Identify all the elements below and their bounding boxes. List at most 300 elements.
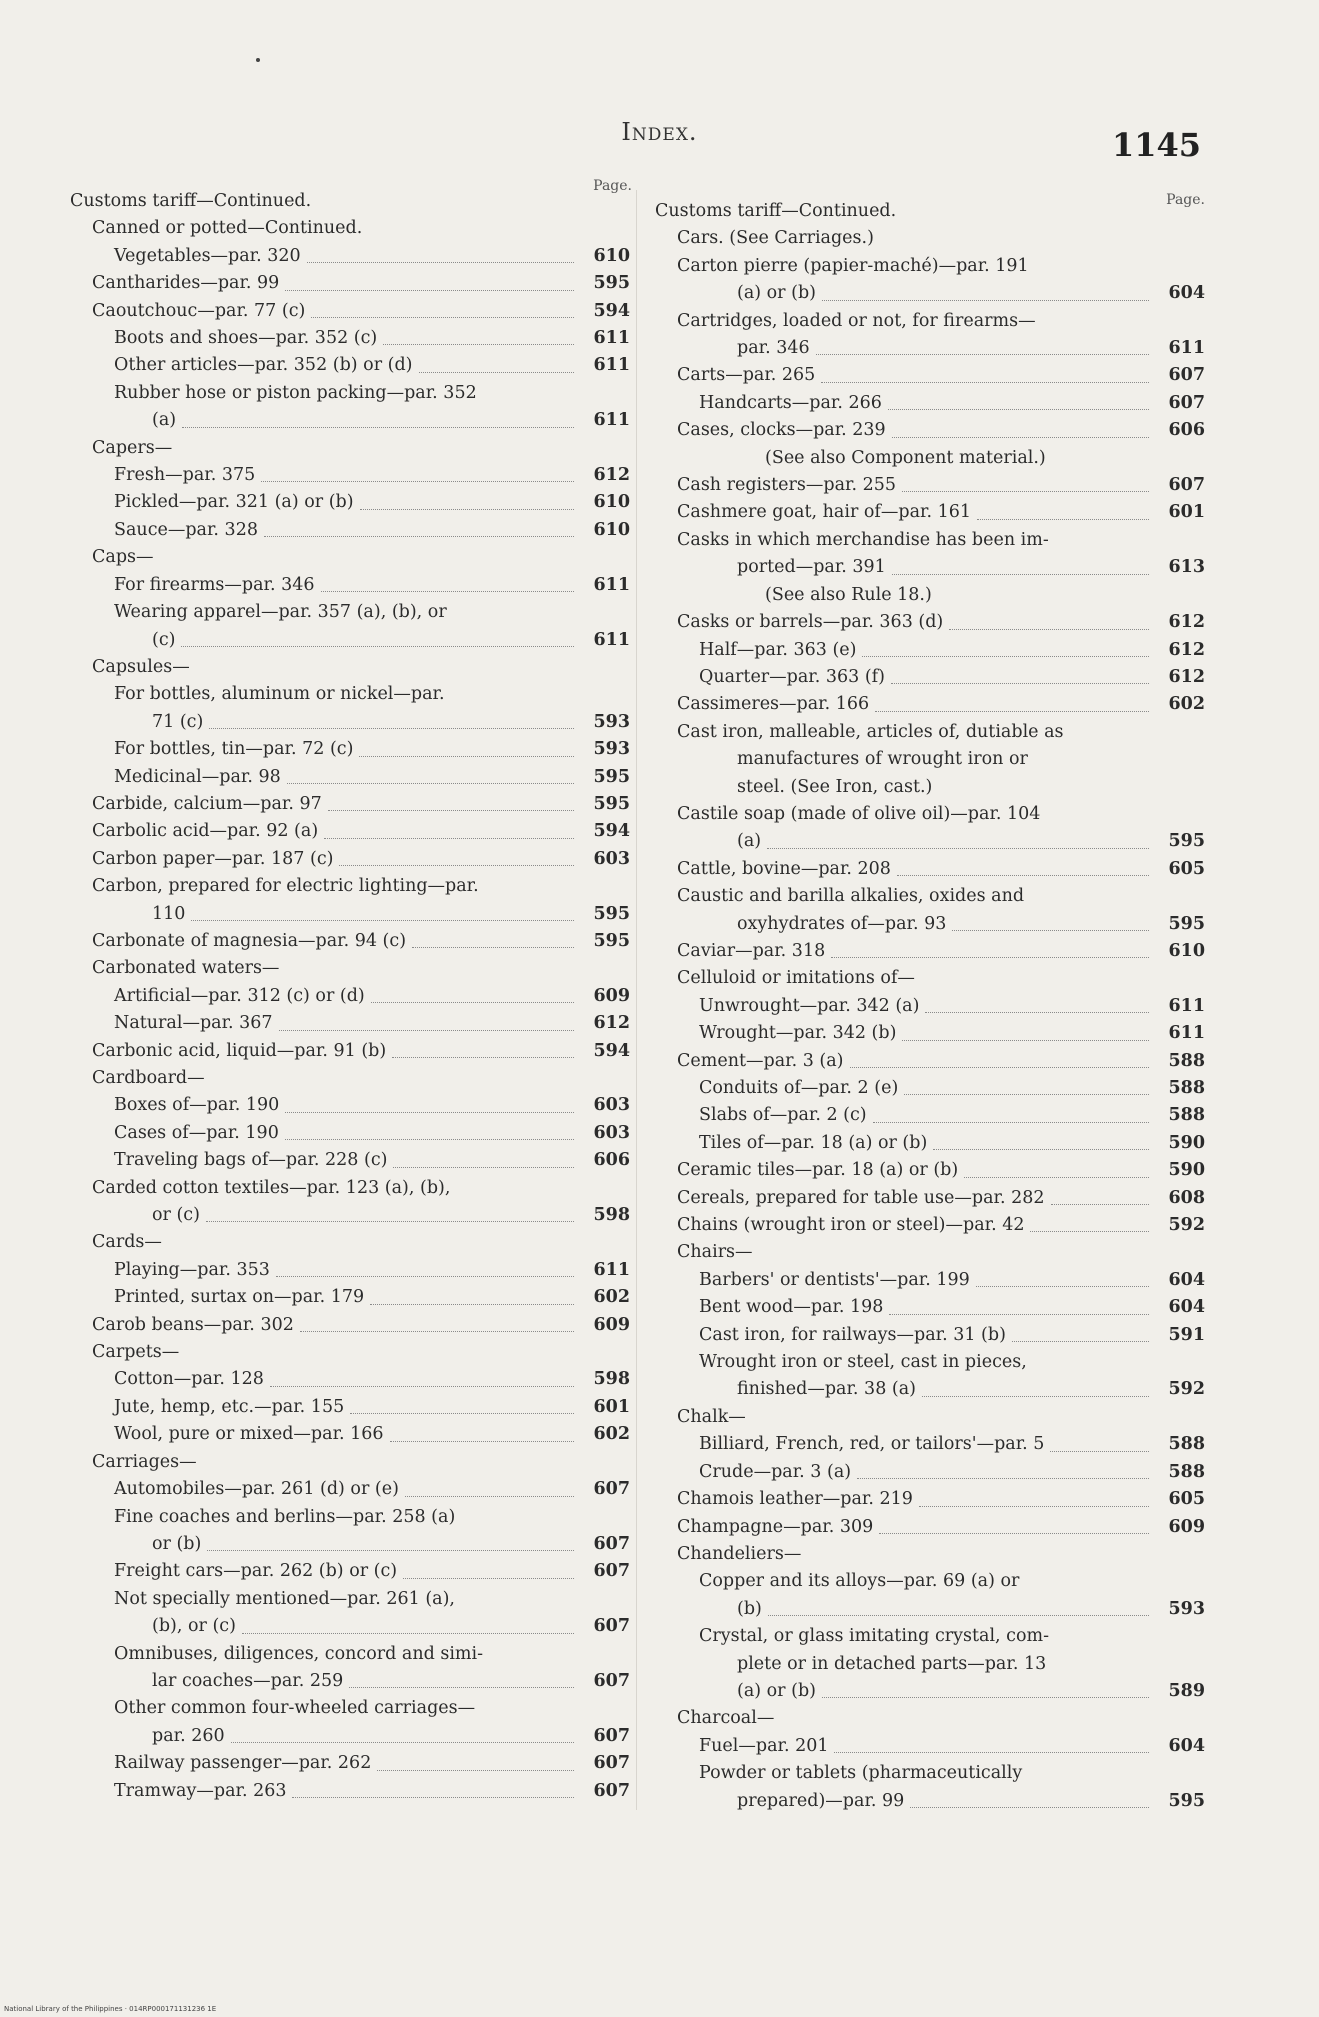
index-entry — [655, 1020, 1205, 1047]
index-entry-page: 605 — [1168, 1489, 1205, 1510]
index-entry-page: 605 — [1168, 858, 1205, 879]
index-entry-text: Cars. (See Carriages.) — [677, 228, 874, 249]
index-entry-page: 612 — [1168, 639, 1205, 660]
index-entry — [70, 1641, 630, 1668]
page-header — [0, 0, 1319, 170]
index-entry — [70, 270, 630, 297]
index-column-right — [655, 192, 1205, 1815]
index-entry-text: Wrought—par. 342 (b) — [699, 1023, 897, 1044]
index-entry-page: 607 — [593, 1479, 630, 1500]
index-entry — [655, 1568, 1205, 1595]
index-entry — [70, 572, 630, 599]
dot-leader — [1050, 1451, 1149, 1452]
index-entry-text: Quarter—par. 363 (f) — [699, 666, 885, 687]
index-entry-page: 604 — [1168, 1735, 1205, 1756]
index-entry-page: 612 — [593, 1013, 630, 1034]
index-entry-text: For bottles, tin—par. 72 (c) — [114, 739, 354, 760]
index-entry — [655, 280, 1205, 307]
index-entry-text: Carob beans—par. 302 — [92, 1314, 294, 1335]
index-entry — [655, 856, 1205, 883]
index-entry-text: Carpets— — [92, 1342, 180, 1363]
dot-leader — [922, 1396, 1149, 1397]
index-entry — [70, 846, 630, 873]
index-entry-text: Fine coaches and berlins—par. 258 (a) — [114, 1506, 456, 1527]
page-column-label: Page. — [1166, 192, 1205, 208]
index-entry-text: Carbolic acid—par. 92 (a) — [92, 821, 319, 842]
index-entry-page: 591 — [1168, 1324, 1205, 1345]
index-entry-text: (b), or (c) — [152, 1616, 236, 1637]
index-entry-text: Chandeliers— — [677, 1543, 802, 1564]
dot-leader — [279, 1030, 574, 1031]
dot-leader — [976, 1286, 1149, 1287]
index-entry-text: oxyhydrates of—par. 93 — [737, 913, 947, 934]
dot-leader — [897, 875, 1149, 876]
index-entry-text: Chairs— — [677, 1242, 753, 1263]
index-entry-text: (a) — [152, 410, 177, 431]
index-entry-text: For firearms—par. 346 — [114, 574, 315, 595]
index-entry — [70, 1668, 630, 1695]
dot-leader — [359, 756, 574, 757]
index-entry — [655, 198, 1205, 225]
index-entry-page: 606 — [593, 1150, 630, 1171]
index-entry — [655, 801, 1205, 828]
index-entry — [655, 1733, 1205, 1760]
index-entry-page: 607 — [1168, 392, 1205, 413]
index-entry — [70, 215, 630, 242]
dot-leader — [892, 574, 1149, 575]
index-entry-text: Cantharides—par. 99 — [92, 273, 280, 294]
index-entry-text: Caviar—par. 318 — [677, 940, 826, 961]
index-entry — [70, 681, 630, 708]
dot-leader — [377, 1770, 574, 1771]
index-entry-text: par. 260 — [152, 1725, 225, 1746]
index-entry-text: Jute, hemp, etc.—par. 155 — [114, 1396, 345, 1417]
index-entry — [70, 489, 630, 516]
index-entry-page: 589 — [1168, 1680, 1205, 1701]
index-entry-page: 610 — [593, 519, 630, 540]
index-entry-page: 611 — [1168, 338, 1205, 359]
index-entry-text: Natural—par. 367 — [114, 1013, 273, 1034]
index-entry-page: 607 — [593, 1725, 630, 1746]
index-entry — [70, 1778, 630, 1805]
index-entry-text: Other common four-wheeled carriages— — [114, 1698, 476, 1719]
index-entry-text: Cash registers—par. 255 — [677, 475, 896, 496]
index-entry-page: 608 — [1168, 1187, 1205, 1208]
index-entry-text: Crude—par. 3 (a) — [699, 1461, 852, 1482]
index-entry — [70, 901, 630, 928]
dot-leader — [276, 1276, 574, 1277]
index-entry-text: Printed, surtax on—par. 179 — [114, 1287, 365, 1308]
dot-leader — [371, 1002, 574, 1003]
index-entry — [655, 1075, 1205, 1102]
index-entry-text: or (c) — [152, 1205, 200, 1226]
index-entry — [70, 1202, 630, 1229]
index-entry-text: Railway passenger—par. 262 — [114, 1753, 372, 1774]
dot-leader — [328, 810, 574, 811]
dot-leader — [822, 1697, 1149, 1698]
dot-leader — [390, 1441, 574, 1442]
index-entry-text: Capers— — [92, 437, 173, 458]
index-entry-text: Casks or barrels—par. 363 (d) — [677, 612, 944, 633]
index-entry-page: 607 — [593, 1670, 630, 1691]
index-entry-text: Cast iron, for railways—par. 31 (b) — [699, 1324, 1006, 1345]
index-entry — [70, 1065, 630, 1092]
index-entry — [70, 1421, 630, 1448]
index-entry-text: par. 346 — [737, 338, 810, 359]
index-entry — [70, 1586, 630, 1613]
index-entry-text: Cassimeres—par. 166 — [677, 694, 870, 715]
index-entry — [70, 1339, 630, 1366]
index-entry-page: 611 — [593, 410, 630, 431]
index-entry-text: Other articles—par. 352 (b) or (d) — [114, 355, 413, 376]
dot-leader — [821, 382, 1149, 383]
index-entry — [655, 965, 1205, 992]
index-entry — [655, 1130, 1205, 1157]
index-entry — [655, 691, 1205, 718]
index-entry-page: 595 — [1168, 1790, 1205, 1811]
index-entry — [655, 637, 1205, 664]
index-entry-text: steel. (See Iron, cast.) — [737, 776, 933, 797]
index-entry — [70, 435, 630, 462]
dot-leader — [287, 783, 574, 784]
dot-leader — [339, 865, 574, 866]
index-entry — [70, 1175, 630, 1202]
dot-leader — [261, 481, 574, 482]
index-entry — [70, 1366, 630, 1393]
index-entry-page: 590 — [1168, 1160, 1205, 1181]
index-entry-page: 601 — [1168, 502, 1205, 523]
index-entry-page: 595 — [593, 903, 630, 924]
index-entry-text: Traveling bags of—par. 228 (c) — [114, 1150, 388, 1171]
index-entry-text: Fuel—par. 201 — [699, 1735, 829, 1756]
index-entry — [70, 1558, 630, 1585]
index-entry — [655, 1267, 1205, 1294]
index-entry — [70, 1229, 630, 1256]
index-entry — [70, 1504, 630, 1531]
index-entry — [70, 955, 630, 982]
index-entry — [655, 1322, 1205, 1349]
dot-leader — [383, 344, 574, 345]
index-entry-text: Omnibuses, diligences, concord and simi- — [114, 1643, 484, 1664]
index-entry — [70, 1750, 630, 1777]
index-entry — [70, 1723, 630, 1750]
dot-leader — [349, 1687, 574, 1688]
index-entry-text: Playing—par. 353 — [114, 1259, 270, 1280]
index-entry-page: 607 — [593, 1561, 630, 1582]
index-entry-text: Bent wood—par. 198 — [699, 1297, 884, 1318]
index-entry — [655, 554, 1205, 581]
index-entry-text: Rubber hose or piston packing—par. 352 — [114, 382, 477, 403]
index-entry — [655, 362, 1205, 389]
index-entry-page: 609 — [1168, 1516, 1205, 1537]
dot-leader — [977, 519, 1149, 520]
index-entry — [70, 1394, 630, 1421]
index-entry-page: 607 — [593, 1616, 630, 1637]
index-entry-page: 613 — [1168, 557, 1205, 578]
index-entry — [655, 746, 1205, 773]
index-entry-text: lar coaches—par. 259 — [152, 1670, 344, 1691]
index-entry-text: Champagne—par. 309 — [677, 1516, 874, 1537]
index-entry-text: (See also Rule 18.) — [765, 584, 932, 605]
index-entry — [655, 1102, 1205, 1129]
index-entry-page: 611 — [593, 1259, 630, 1280]
dot-leader — [964, 1177, 1149, 1178]
index-entry-page: 611 — [593, 328, 630, 349]
dot-leader — [857, 1478, 1149, 1479]
index-entry — [655, 390, 1205, 417]
index-entry — [655, 664, 1205, 691]
index-entry-text: Conduits of—par. 2 (e) — [699, 1078, 899, 1098]
index-entry — [655, 1760, 1205, 1787]
index-entry — [70, 736, 630, 763]
index-entry — [70, 873, 630, 900]
index-entry-text: Cattle, bovine—par. 208 — [677, 858, 891, 879]
column-divider — [636, 190, 637, 1810]
index-entry — [70, 517, 630, 544]
index-entry-page: 595 — [593, 766, 630, 787]
index-entry-page: 602 — [1168, 694, 1205, 715]
index-entry — [655, 499, 1205, 526]
index-entry-text: Fresh—par. 375 — [114, 465, 256, 486]
index-entry-page: 607 — [593, 1753, 630, 1774]
index-entry — [655, 774, 1205, 801]
index-entry-text: 71 (c) — [152, 711, 204, 732]
index-entry — [70, 791, 630, 818]
index-entry-text: Boots and shoes—par. 352 (c) — [114, 328, 378, 349]
index-entry-page: 611 — [593, 574, 630, 595]
index-entry — [70, 544, 630, 571]
index-entry — [70, 1312, 630, 1339]
dot-leader — [1012, 1341, 1149, 1342]
index-entry-text: 110 — [152, 903, 186, 924]
index-entry-text: Unwrought—par. 342 (a) — [699, 995, 920, 1016]
dot-leader — [321, 591, 574, 592]
index-entry — [70, 462, 630, 489]
index-entry-text: Vegetables—par. 320 — [114, 245, 301, 266]
index-entry-page: 595 — [593, 273, 630, 294]
dot-leader — [360, 509, 574, 510]
dot-leader — [412, 947, 574, 948]
dot-leader — [231, 1742, 574, 1743]
index-entry — [655, 582, 1205, 609]
index-entry-page: 607 — [1168, 365, 1205, 386]
index-entry — [70, 1120, 630, 1147]
index-entry-page: 595 — [1168, 831, 1205, 852]
index-entry-page: 603 — [593, 1122, 630, 1143]
index-entry-text: Carded cotton textiles—par. 123 (a), (b), — [92, 1177, 451, 1198]
dot-leader — [850, 1067, 1150, 1068]
index-entry-text: plete or in detached parts—par. 13 — [737, 1653, 1047, 1674]
dot-leader — [768, 1615, 1149, 1616]
index-entry — [655, 1596, 1205, 1623]
index-entry-page: 603 — [593, 1095, 630, 1116]
index-entry-text: (b) — [737, 1598, 762, 1619]
index-entry — [655, 417, 1205, 444]
index-entry-text: Barbers' or dentists'—par. 199 — [699, 1269, 970, 1290]
index-entry-text: Wearing apparel—par. 357 (a), (b), or — [114, 602, 447, 623]
index-entry — [655, 472, 1205, 499]
index-entry-text: Carton pierre (papier-maché)—par. 191 — [677, 255, 1029, 276]
index-entry-text: Carbon, prepared for electric lighting—par. — [92, 876, 479, 897]
dot-leader — [182, 427, 574, 428]
index-entry-text: manufactures of wrought iron or — [737, 749, 1028, 770]
index-entry-text: Cashmere goat, hair of—par. 161 — [677, 502, 971, 523]
index-entry-text: prepared)—par. 99 — [737, 1790, 905, 1811]
index-entry-page: 604 — [1168, 283, 1205, 304]
index-entry — [655, 1678, 1205, 1705]
index-entry-page: 611 — [593, 355, 630, 376]
index-entry — [655, 1705, 1205, 1732]
dot-leader — [350, 1413, 574, 1414]
index-entry-text: Carbonate of magnesia—par. 94 (c) — [92, 930, 407, 951]
index-entry-text: Billiard, French, red, or tailors'—par. 5 — [699, 1434, 1045, 1455]
index-entry-text: Powder or tablets (pharmaceutically — [699, 1763, 1023, 1784]
dot-leader — [370, 1304, 574, 1305]
dot-leader — [242, 1633, 574, 1634]
index-entry — [655, 1404, 1205, 1431]
index-entry-text: Charcoal— — [677, 1708, 775, 1729]
dot-leader — [300, 1331, 574, 1332]
dot-leader — [822, 300, 1149, 301]
index-entry — [655, 1651, 1205, 1678]
dot-leader — [392, 1057, 574, 1058]
dot-leader — [891, 683, 1149, 684]
index-entry-text: or (b) — [152, 1533, 202, 1554]
index-entry-text: Wrought iron or steel, cast in pieces, — [699, 1352, 1027, 1373]
index-entry-page: 588 — [1168, 1434, 1205, 1455]
index-entry-text: Carbide, calcium—par. 97 — [92, 793, 322, 814]
index-entry-text: Handcarts—par. 266 — [699, 392, 882, 413]
index-entry-page: 595 — [593, 793, 630, 814]
index-entry — [70, 1476, 630, 1503]
index-entry — [655, 1157, 1205, 1184]
index-entry-text: Slabs of—par. 2 (c) — [699, 1105, 867, 1126]
index-entry — [70, 818, 630, 845]
index-entry — [70, 1010, 630, 1037]
dot-leader — [285, 290, 574, 291]
index-entry-page: 598 — [593, 1205, 630, 1226]
index-entry — [655, 308, 1205, 335]
index-entry-text: Customs tariff—Continued. — [655, 201, 897, 221]
dot-leader — [910, 1807, 1149, 1808]
dot-leader — [873, 1122, 1149, 1123]
index-entry-page: 602 — [593, 1424, 630, 1445]
index-entry-text: Pickled—par. 321 (a) or (b) — [114, 492, 354, 513]
index-entry-text: Copper and its alloys—par. 69 (a) or — [699, 1571, 1020, 1592]
dot-leader — [875, 711, 1149, 712]
index-entry-page: 594 — [593, 821, 630, 842]
index-entry-text: Tiles of—par. 18 (a) or (b) — [699, 1132, 928, 1153]
index-entry-text: Canned or potted—Continued. — [92, 218, 363, 239]
page-number: 1145 — [1111, 126, 1201, 164]
index-entry-text: (c) — [152, 629, 176, 650]
index-entry — [655, 609, 1205, 636]
index-entry-page: 593 — [593, 711, 630, 732]
index-entry-text: Half—par. 363 (e) — [699, 639, 857, 660]
index-entry-page: 593 — [593, 739, 630, 760]
dot-leader — [949, 629, 1149, 630]
dot-leader — [879, 1533, 1149, 1534]
index-entry — [70, 1695, 630, 1722]
ink-spot — [256, 58, 260, 62]
index-entry — [655, 445, 1205, 472]
page-column-label: Page. — [593, 178, 632, 194]
index-entry — [655, 1514, 1205, 1541]
dot-leader — [933, 1149, 1149, 1150]
index-entry-text: Wool, pure or mixed—par. 166 — [114, 1424, 384, 1445]
index-entry-page: 612 — [593, 465, 630, 486]
dot-leader — [264, 536, 574, 537]
dot-leader — [904, 1094, 1149, 1095]
index-entry-page: 588 — [1168, 1050, 1205, 1071]
index-entry — [655, 1294, 1205, 1321]
index-entry-page: 595 — [593, 930, 630, 951]
dot-leader — [403, 1578, 574, 1579]
dot-leader — [209, 728, 574, 729]
dot-leader — [419, 372, 574, 373]
index-entry — [70, 325, 630, 352]
index-entry — [655, 253, 1205, 280]
index-entry — [655, 1239, 1205, 1266]
index-entry-page: 594 — [593, 300, 630, 321]
index-entry — [655, 1376, 1205, 1403]
index-entry — [655, 1431, 1205, 1458]
index-entry — [655, 1788, 1205, 1815]
index-entry-text: Not specially mentioned—par. 261 (a), — [114, 1588, 455, 1609]
index-entry-text: Celluloid or imitations of— — [677, 968, 915, 989]
index-entry-page: 590 — [1168, 1132, 1205, 1153]
index-entry-page: 606 — [1168, 420, 1205, 441]
index-entry-page: 594 — [593, 1040, 630, 1061]
index-entry-text: Carts—par. 265 — [677, 365, 816, 386]
index-entry — [655, 1349, 1205, 1376]
index-entry — [70, 1284, 630, 1311]
index-entry-page: 593 — [1168, 1598, 1205, 1619]
index-entry — [655, 1212, 1205, 1239]
dot-leader — [307, 262, 574, 263]
index-entry-text: Castile soap (made of olive oil)—par. 104 — [677, 803, 1041, 824]
index-entry — [70, 380, 630, 407]
index-entry — [655, 335, 1205, 362]
scan-footer-note: National Library of the Philippines · 014RP000171131236 1E — [4, 2005, 217, 2013]
index-entry-page: 595 — [1168, 913, 1205, 934]
dot-leader — [191, 920, 574, 921]
index-entry-text: Medicinal—par. 98 — [114, 766, 281, 787]
index-entry-page: 604 — [1168, 1297, 1205, 1318]
index-entry — [655, 1185, 1205, 1212]
index-entry-text: ported—par. 391 — [737, 557, 886, 578]
index-entry-text: Cartridges, loaded or not, for firearms— — [677, 310, 1036, 331]
dot-leader — [919, 1506, 1149, 1507]
index-entry — [70, 928, 630, 955]
index-entry-text: Chains (wrought iron or steel)—par. 42 — [677, 1215, 1025, 1236]
index-entry — [655, 1623, 1205, 1650]
index-entry — [70, 654, 630, 681]
dot-leader — [324, 838, 574, 839]
index-entry-text: Sauce—par. 328 — [114, 519, 258, 540]
index-entry-text: Carbon paper—par. 187 (c) — [92, 848, 334, 869]
index-column-left — [70, 178, 632, 1805]
index-entry-text: Boxes of—par. 190 — [114, 1095, 280, 1116]
index-entry-page: 612 — [1168, 612, 1205, 633]
dot-leader — [1030, 1231, 1149, 1232]
index-entry-text: Carbonic acid, liquid—par. 91 (b) — [92, 1040, 387, 1061]
index-entry-text: Capsules— — [92, 656, 190, 677]
dot-leader — [311, 317, 574, 318]
index-entry — [70, 709, 630, 736]
index-entry-text: Caoutchouc—par. 77 (c) — [92, 300, 306, 321]
index-entry — [655, 993, 1205, 1020]
